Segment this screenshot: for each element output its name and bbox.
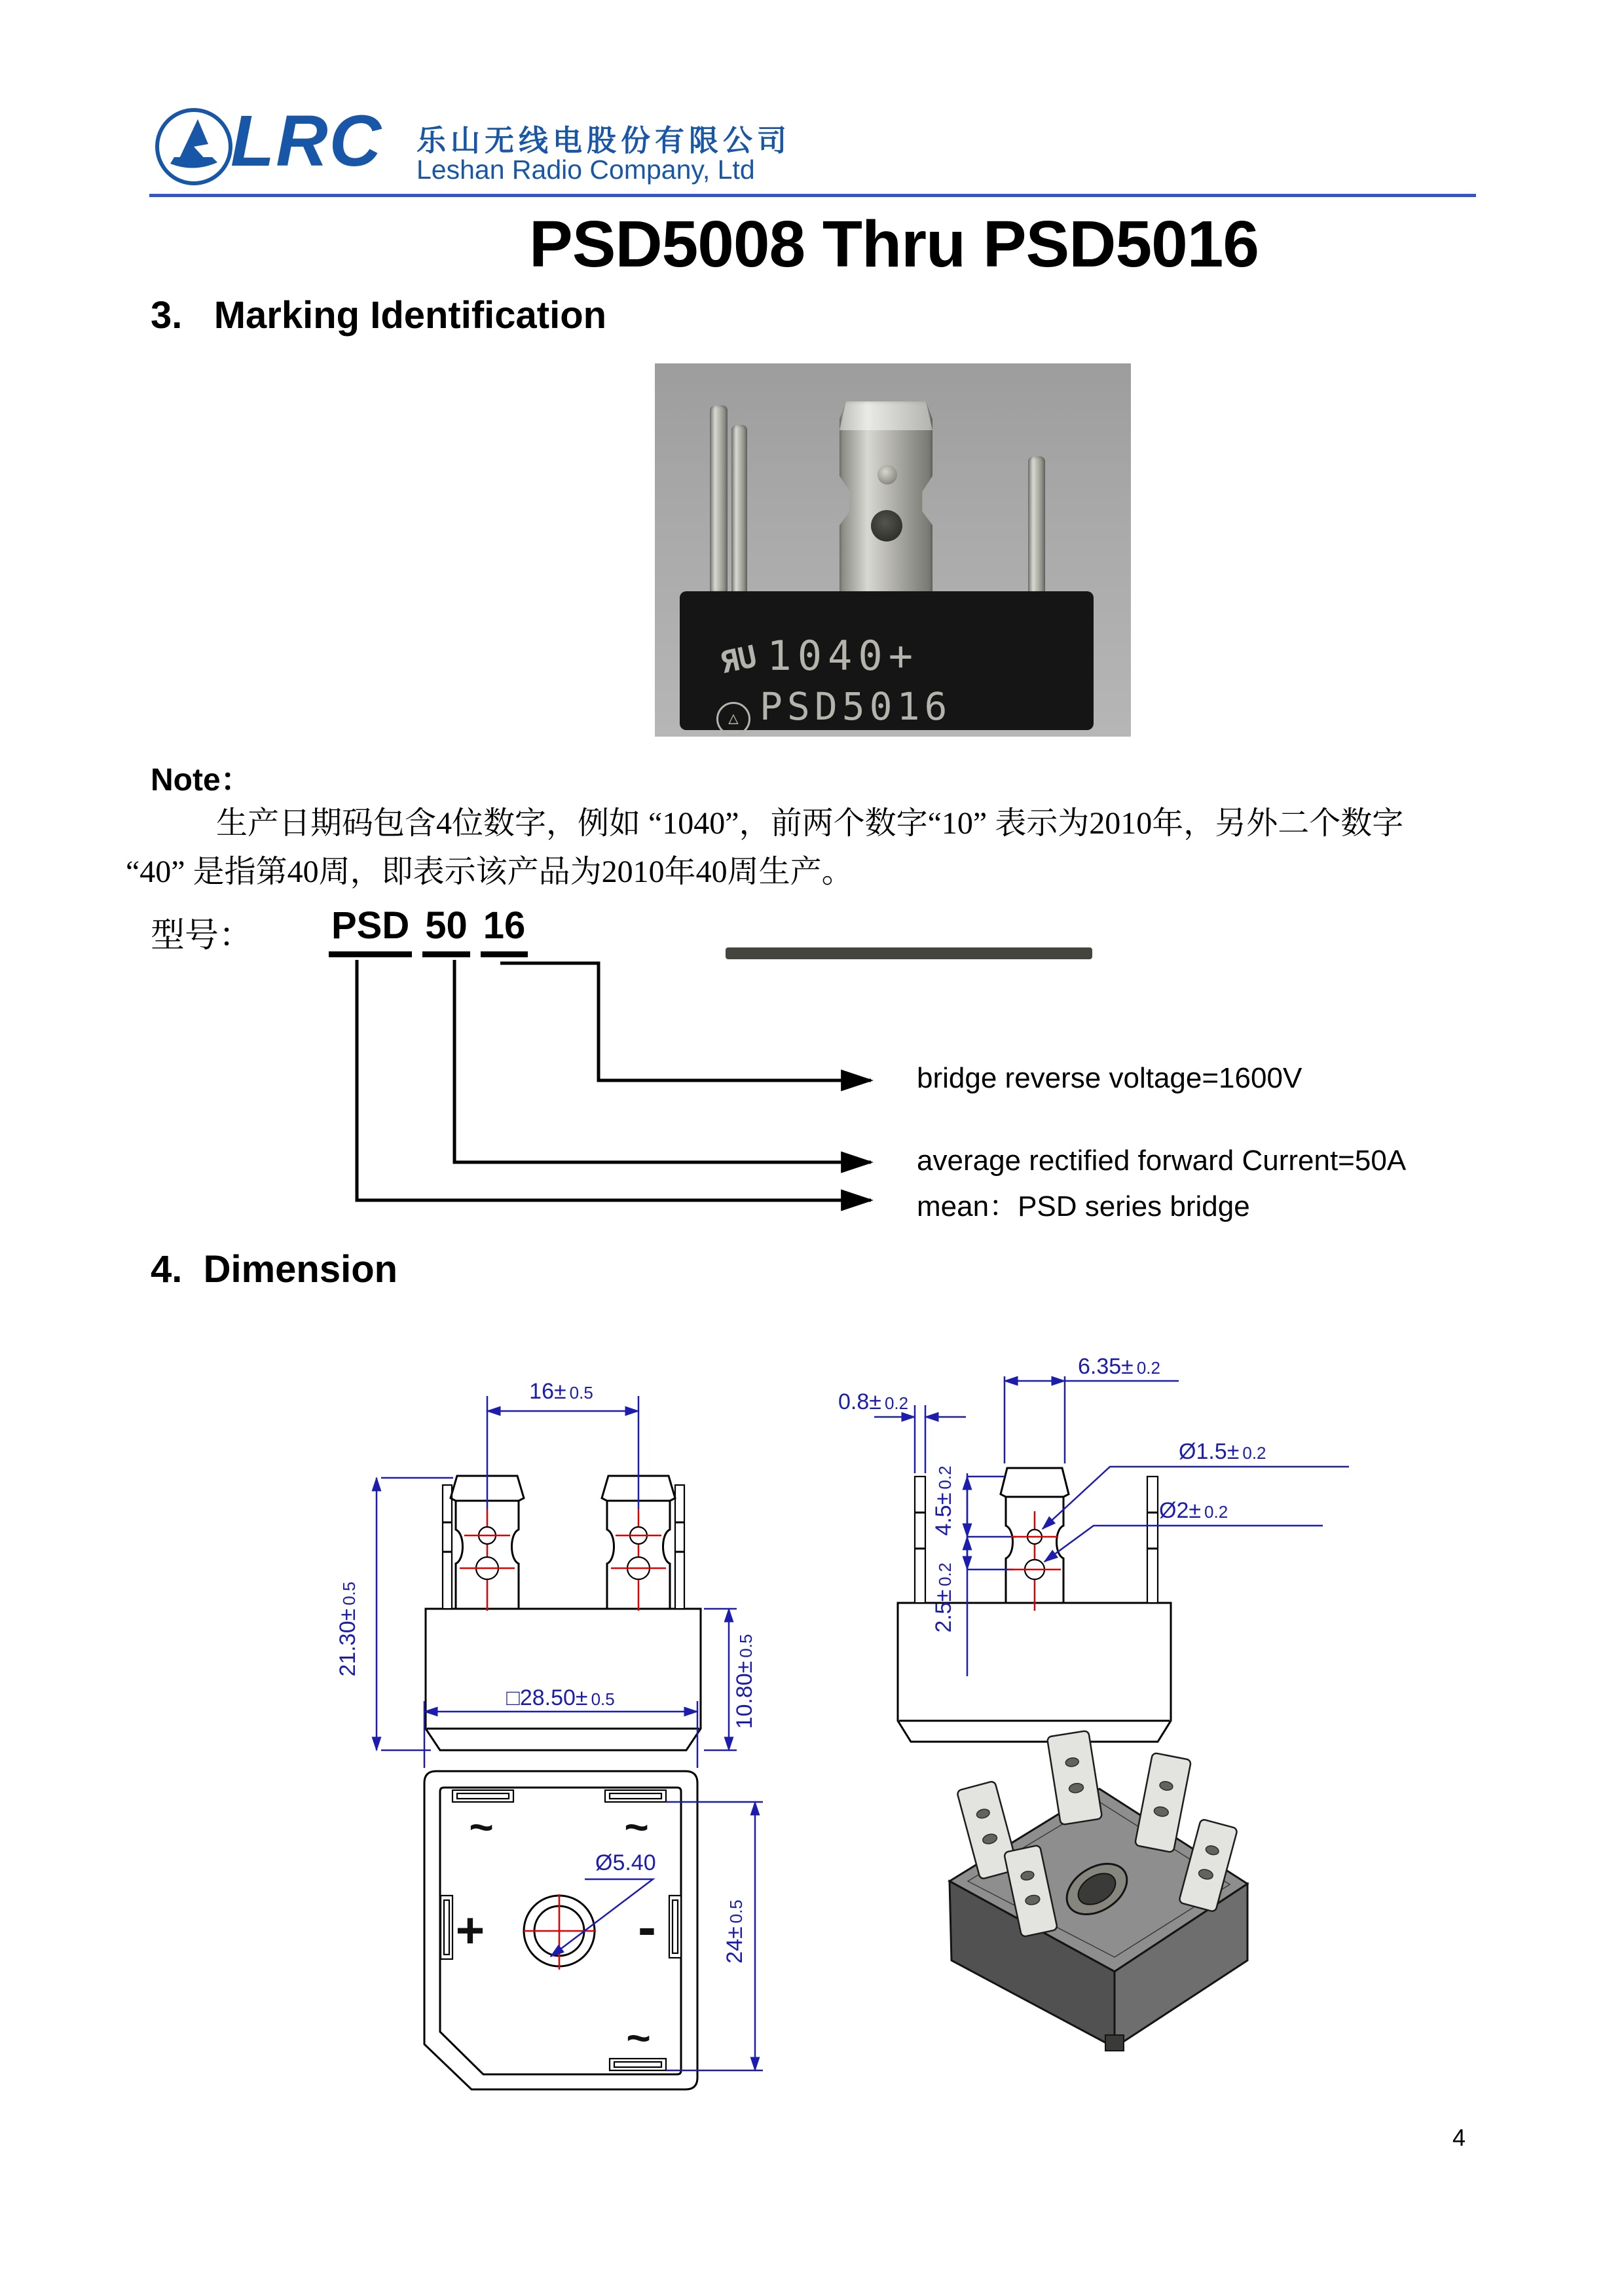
company-name-cn: 乐山无线电股份有限公司 [416,124,792,157]
dim-total-height: 21.30±0.5 [335,1581,360,1677]
iso-tab-top [1047,1731,1102,1825]
header-divider [149,194,1476,197]
note-label: Note： [151,763,252,798]
iso-tab-back-right [1135,1753,1191,1853]
marking-photo [655,363,1131,737]
page-title: PSD5008 Thru PSD5016 [529,208,1259,281]
dim-hole-small-dia: Ø1.5± 0.2 [1179,1439,1266,1464]
dim-tab-width: 6.35± 0.2 [1078,1354,1160,1379]
company-name-en: Leshan Radio Company, Ltd [416,155,755,185]
logo-text: LRC [231,101,383,181]
callout-current: average rectified forward Current=50A [917,1145,1407,1177]
isometric-view-drawing [936,1729,1277,2095]
photo-component-body [680,591,1094,730]
terminal-ac-bottom: ~ [626,2014,651,2061]
photo-center-tab-cap [840,401,932,430]
part-number: PSD5016 [760,684,952,729]
dim-center-hole: Ø5.40 [595,1850,656,1875]
terminal-plus: + [455,1903,485,1958]
model-part-voltage: 16 [481,904,528,957]
model-part-series: PSD [329,904,412,957]
side-view-drawing [812,1336,1467,1761]
callout-series: mean：PSD series bridge [917,1190,1250,1222]
model-part-current: 50 [422,904,470,957]
dim-square: □28.50± 0.5 [506,1685,615,1710]
model-label: 型号： [151,917,253,955]
terminal-ac-topright: ~ [624,1803,649,1850]
ul-logo: ЯU [716,638,760,681]
dim-pitch: 16± 0.5 [529,1379,593,1404]
dim-hole-top-offset: 4.5±0.2 [931,1465,956,1536]
photo-center-tab [840,401,932,598]
bottom-view-drawing [367,1676,838,2121]
triangle-logo: △ [716,702,750,736]
photo-pin-right [1028,456,1045,594]
photo-pin-left1 [710,405,728,593]
page-number: 4 [1452,2124,1466,2151]
lrc-logo-icon [153,103,234,190]
dim-hole-large-dia: Ø2± 0.2 [1159,1498,1228,1523]
date-code: 1040+ [767,632,919,680]
section4-heading: 4. Dimension [151,1248,398,1291]
note-line-1: 生产日期码包含4位数字，例如 “1040”，前两个数字“10” 表示为2010年，另外二个数字 [216,806,1404,841]
terminal-minus: - [638,1896,656,1958]
marking-row-1 [716,632,919,681]
note-line-2: “40” 是指第40周，即表示该产品为2010年40周生产。 [126,854,853,889]
photo-tab-hole-small [877,465,897,485]
model-number [329,904,538,957]
callout-voltage: bridge reverse voltage=1600V [917,1062,1302,1094]
dim-slot-pitch: 24±0.5 [722,1900,747,1964]
photo-tab-hole-large [871,510,902,542]
dim-pin-thickness: 0.8± 0.2 [838,1389,909,1414]
terminal-ac-topleft: ~ [469,1803,494,1850]
dim-hole-spacing: 2.5±0.2 [931,1562,956,1633]
dim-body-height: 10.80±0.5 [732,1634,757,1729]
marking-row-2 [716,684,951,736]
section3-heading: 3. Marking Identification [151,294,607,337]
photo-pin-left2 [731,425,747,594]
